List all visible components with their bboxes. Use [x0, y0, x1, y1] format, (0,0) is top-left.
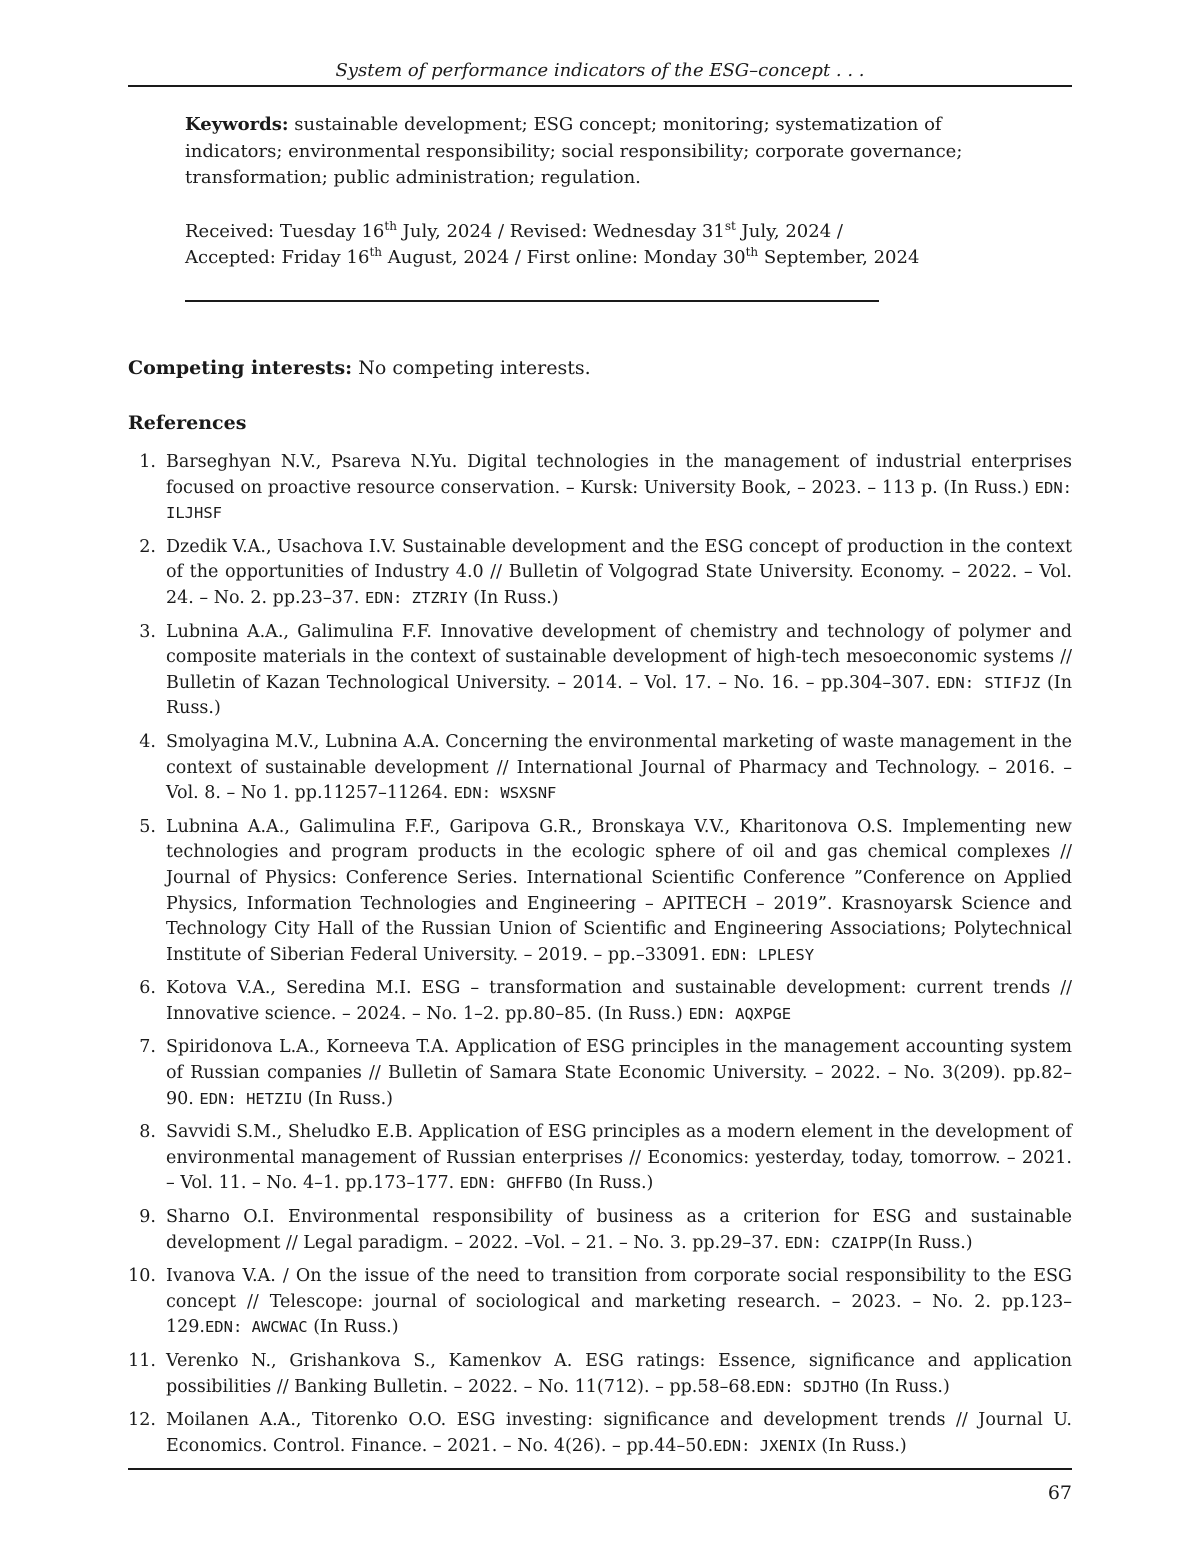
revised-sup: st [725, 219, 736, 233]
reference-text: Spiridonova L.A., Korneeva T.A. Application of ESG principles in the management accounting system of Russian companies // Bulletin of Samara State Economic University. – 2022. – No. 3(209). pp.82–90. [166, 1037, 1072, 1108]
received-sup: th [384, 219, 397, 233]
reference-number: 3. [128, 620, 156, 646]
reference-edn: EDN: ZTZRIY [365, 589, 468, 607]
reference-edn: EDN: HETZIU [199, 1090, 302, 1108]
reference-text: Verenko N., Grishankova S., Kamenkov A. ESG ratings: Essence, significance and application possibilities // Banking Bulletin. – 2022. – No. 11(712). – pp.58–68. [166, 1351, 1072, 1397]
abstract-rule [185, 300, 879, 302]
running-title: System of performance indicators of the ESG–concept . . . [128, 59, 1072, 83]
reference-number: 7. [128, 1035, 156, 1061]
reference-number: 5. [128, 815, 156, 841]
competing-label: Competing interests: [128, 357, 352, 379]
reference-suffix: (In Russ.) [859, 1377, 950, 1397]
reference-number: 12. [128, 1408, 156, 1434]
references-heading: References [128, 410, 246, 436]
reference-number: 6. [128, 976, 156, 1002]
reference-item [128, 730, 1072, 807]
dates-line-1 [185, 219, 1015, 246]
revised-date: July, 2024 / Revised: Wednesday 31 [397, 221, 725, 242]
reference-text: Savvidi S.M., Sheludko E.B. Application of ESG principles as a modern element in the development of environmental management of Russian enterprises // Economics: yesterday, today, tomorrow. – 2021. – Vol. 11. – No. 4–1. pp.173–177. [166, 1122, 1072, 1193]
reference-suffix: (In Russ.) [887, 1233, 972, 1253]
reference-suffix: (In Russ.) [308, 1317, 399, 1337]
competing-text: No competing interests. [352, 357, 591, 379]
dates [185, 219, 1015, 272]
reference-text: Barseghyan N.V., Psareva N.Yu. Digital technologies in the management of industrial enterprises focused on proactive resource conservation. – Kursk: University Book, – 2023. – 113 p. (In Russ.) [166, 452, 1072, 498]
reference-number: 4. [128, 730, 156, 756]
reference-item [128, 1264, 1072, 1341]
reference-edn: EDN: SDJTHO [756, 1378, 859, 1396]
reference-text: Moilanen A.A., Titorenko O.O. ESG investing: significance and development trends // Journal U. Economics. Control. Finance. – 2021. – No. 4(26). – pp.44–50. [166, 1410, 1072, 1456]
reference-edn: EDN: STIFJZ [937, 674, 1041, 692]
reference-number: 2. [128, 535, 156, 561]
reference-item [128, 1349, 1072, 1400]
reference-suffix: (In Russ.) [562, 1173, 653, 1193]
reference-edn: EDN: JXENIX [713, 1437, 816, 1455]
accepted-sup: th [369, 245, 382, 259]
keywords-text: sustainable development; ESG concept; monitoring; systematization of indicators; environmental responsibility; social responsibility; corporate governance; transformation; public administration; regulation. [185, 114, 962, 188]
reference-text: Smolyagina M.V., Lubnina A.A. Concerning the environmental marketing of waste management in the context of sustainable development // International Journal of Pharmacy and Technology. – 2016. – Vol. 8. – No 1. pp.11257–11264. [166, 732, 1072, 803]
reference-item [128, 450, 1072, 527]
reference-suffix: (In Russ.) [816, 1436, 907, 1456]
reference-text: Kotova V.A., Seredina M.I. ESG – transformation and sustainable development: current trends // Innovative science. – 2024. – No. 1–2. pp.80–85. (In Russ.) [166, 978, 1072, 1024]
reference-number: 8. [128, 1120, 156, 1146]
footer-rule [128, 1468, 1072, 1470]
keywords [185, 112, 1015, 192]
reference-number: 1. [128, 450, 156, 476]
reference-item [128, 620, 1072, 722]
reference-item [128, 535, 1072, 612]
reference-text: Ivanova V.A. / On the issue of the need to transition from corporate social responsibility to the ESG concept // Telescope: journal of sociological and marketing research. – 2023. – No. 2. pp.123–129. [166, 1266, 1072, 1337]
reference-suffix: (In Russ.) [166, 673, 1072, 719]
reference-text: Lubnina A.A., Galimulina F.F. Innovative development of chemistry and technology of polymer and composite materials in the context of sustainable development of high-tech mesoeconomic systems // Bulletin of Kazan Technological University. – 2014. – Vol. 17. – No. 16. – pp.304–307. [166, 622, 1072, 693]
reference-edn: EDN: CZAIPP [785, 1234, 888, 1252]
reference-number: 9. [128, 1205, 156, 1231]
page-number: 67 [1048, 1480, 1072, 1506]
keywords-label: Keywords: [185, 114, 289, 135]
reference-edn: EDN: LPLESY [711, 946, 814, 964]
online-rest: September, 2024 [758, 247, 919, 268]
reference-suffix: (In Russ.) [468, 588, 559, 608]
reference-item [128, 1120, 1072, 1197]
reference-edn: EDN: ILJHSF [166, 479, 1072, 523]
reference-item [128, 1408, 1072, 1459]
reference-suffix: (In Russ.) [302, 1089, 393, 1109]
revised-rest: July, 2024 / [736, 221, 843, 242]
reference-text: Lubnina A.A., Galimulina F.F., Garipova G.R., Bronskaya V.V., Kharitonova O.S. Implementing new technologies and program products in the ecologic sphere of oil and gas chemical complexes // Journal of Physics: Conference Series. International Scientific Conference ”Conference on Applied Physics, Information Technologies and Engineering – APITECH – 2019”. Krasnoyarsk Science and Technology City Hall of the Russian Union of Scientific and Engineering Associations; Polytechnical Institute of Siberian Federal University. – 2019. – pp.–33091. [166, 817, 1072, 965]
reference-edn: EDN: GHFFBO [460, 1174, 563, 1192]
online-sup: th [746, 245, 759, 259]
reference-item [128, 815, 1072, 969]
reference-text: Dzedik V.A., Usachova I.V. Sustainable development and the ESG concept of production in the context of the opportunities of Industry 4.0 // Bulletin of Volgograd State University. Economy. – 2022. – Vol. 24. – No. 2. pp.23–37. [166, 537, 1072, 608]
online-date: August, 2024 / First online: Monday 30 [382, 247, 746, 268]
reference-edn: EDN: AQXPGE [688, 1005, 791, 1023]
reference-item [128, 1205, 1072, 1256]
reference-item [128, 1035, 1072, 1112]
received-date: Received: Tuesday 16 [185, 221, 384, 242]
accepted-date: Accepted: Friday 16 [185, 247, 369, 268]
reference-edn: EDN: AWCWAC [205, 1318, 308, 1336]
competing-interests [128, 355, 1072, 381]
dates-line-2 [185, 245, 1015, 272]
references-list [128, 450, 1072, 1467]
reference-number: 10. [128, 1264, 156, 1290]
page [0, 0, 1200, 1553]
reference-number: 11. [128, 1349, 156, 1375]
reference-item [128, 976, 1072, 1027]
reference-text: Sharno O.I. Environmental responsibility of business as a criterion for ESG and sustainable development // Legal paradigm. – 2022. –Vol. – 21. – No. 3. pp.29–37. [166, 1207, 1072, 1253]
reference-edn: EDN: WSXSNF [454, 784, 557, 802]
header-rule [128, 85, 1072, 87]
abstract-block [185, 112, 1015, 272]
